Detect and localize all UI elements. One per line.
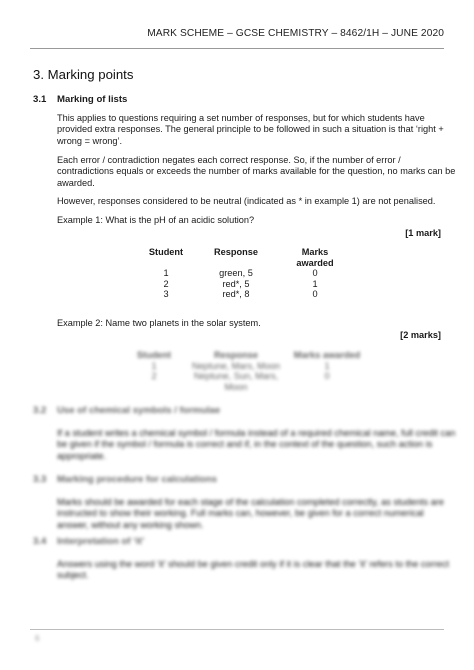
running-header: MARK SCHEME – GCSE CHEMISTRY – 8462/1H – JUNE 2020 [147, 28, 444, 39]
paragraph-line: Marks should be awarded for each stage of the calculation completed correctly, as students are [57, 497, 444, 507]
paragraph-lists-intro [57, 113, 444, 147]
paragraph-line: instructed to show their working. Full marks can, however, be given for a correct numerical [57, 508, 424, 519]
subsection-title-3-4: Interpretation of ‘it’ [57, 536, 145, 547]
column-header-marks-awarded: Marks awarded [293, 350, 361, 360]
cell-student: 3 [163, 289, 169, 300]
paragraph-line: be given if the symbol / formula is correct and if, in the context of the question, such action is [57, 439, 433, 450]
cell-response: red*, 5 [222, 278, 250, 289]
section-title: 3. Marking points [33, 67, 134, 82]
subsection-number-3-1: 3.1 [33, 94, 47, 105]
example-2-question [57, 318, 441, 329]
column-header-response: Response [214, 350, 258, 360]
subsection-title-3-1: Marking of lists [57, 94, 128, 105]
paragraph-contradictions [57, 155, 456, 189]
cell-marks: 1 [324, 360, 330, 371]
table-row [126, 361, 364, 372]
cell-marks: 0 [312, 289, 318, 300]
example-2-question-text: Example 2: Name two planets in the solar system. [57, 318, 261, 328]
paragraph-line: If a student writes a chemical symbol / formula instead of a required chemical name, full credit can [57, 428, 456, 438]
paragraph-calculations [57, 497, 444, 531]
example-1-table [142, 247, 342, 300]
cell-response: green, 5 [219, 268, 253, 279]
subsection-number-3-4: 3.4 [33, 536, 47, 547]
paragraph-line: answer, without any working shown. [57, 519, 204, 530]
example-2-marks: [2 marks] [400, 330, 441, 340]
example-2-table [126, 350, 364, 392]
paragraph-line: subject. [57, 570, 89, 581]
subsection-number-3-2: 3.2 [33, 405, 47, 416]
cell-response: Neptune, Mars, Moon [191, 360, 281, 371]
paragraph-line: This applies to questions requiring a set number of responses, but for which students have [57, 113, 425, 123]
paragraph-neutral [57, 196, 441, 207]
table-row [142, 289, 342, 300]
page-number: 6 [35, 634, 40, 643]
cell-response: Neptune, Sun, Mars, Moon [193, 371, 279, 392]
cell-student: 1 [163, 268, 169, 279]
paragraph-line: Each error / contradiction negates each correct response. So, if the number of error / [57, 155, 401, 165]
cell-marks: 1 [312, 278, 318, 289]
paragraph-line: appropriate. [57, 450, 107, 461]
table-row [142, 279, 342, 290]
cell-marks: 0 [324, 371, 330, 382]
cell-student: 2 [151, 371, 157, 382]
footer-divider [30, 629, 444, 630]
subsection-title-3-2: Use of chemical symbols / formulae [57, 405, 221, 416]
paragraph-interpretation [57, 559, 450, 582]
paragraph-line: awarded. [57, 177, 95, 188]
paragraph-line: contradictions equals or exceeds the number of marks available for the question, no marks can be [57, 166, 456, 177]
example-1-question-text: Example 1: What is the pH of an acidic solution? [57, 215, 255, 225]
subsection-number-3-3: 3.3 [33, 474, 47, 485]
table-header-row [142, 247, 342, 268]
example-1-marks: [1 mark] [405, 228, 441, 238]
cell-student: 2 [163, 278, 169, 289]
cell-marks: 0 [312, 268, 318, 279]
column-header-marks-awarded: Marks awarded [296, 247, 334, 268]
paragraph-line: provided extra responses. The general principle to be followed in such a situation is that ‘right + [57, 124, 444, 135]
cell-student: 1 [151, 360, 157, 371]
table-row [142, 268, 342, 279]
example-1-question [57, 215, 441, 226]
paragraph-line: wrong = wrong’. [57, 135, 123, 146]
header-divider [30, 48, 444, 49]
column-header-student: Student [136, 350, 172, 360]
subsection-title-3-3: Marking procedure for calculations [57, 474, 217, 485]
column-header-student: Student [148, 247, 184, 257]
paragraph-symbols [57, 428, 456, 462]
column-header-response: Response [214, 247, 258, 257]
cell-response: red*, 8 [222, 289, 250, 300]
table-row [126, 371, 364, 392]
table-header-row [126, 350, 364, 361]
paragraph-line: However, responses considered to be neutral (indicated as * in example 1) are not penalised. [57, 196, 436, 206]
paragraph-line: Answers using the word ‘it’ should be given credit only if it is clear that the ‘it’ refers to the correct [57, 559, 450, 569]
